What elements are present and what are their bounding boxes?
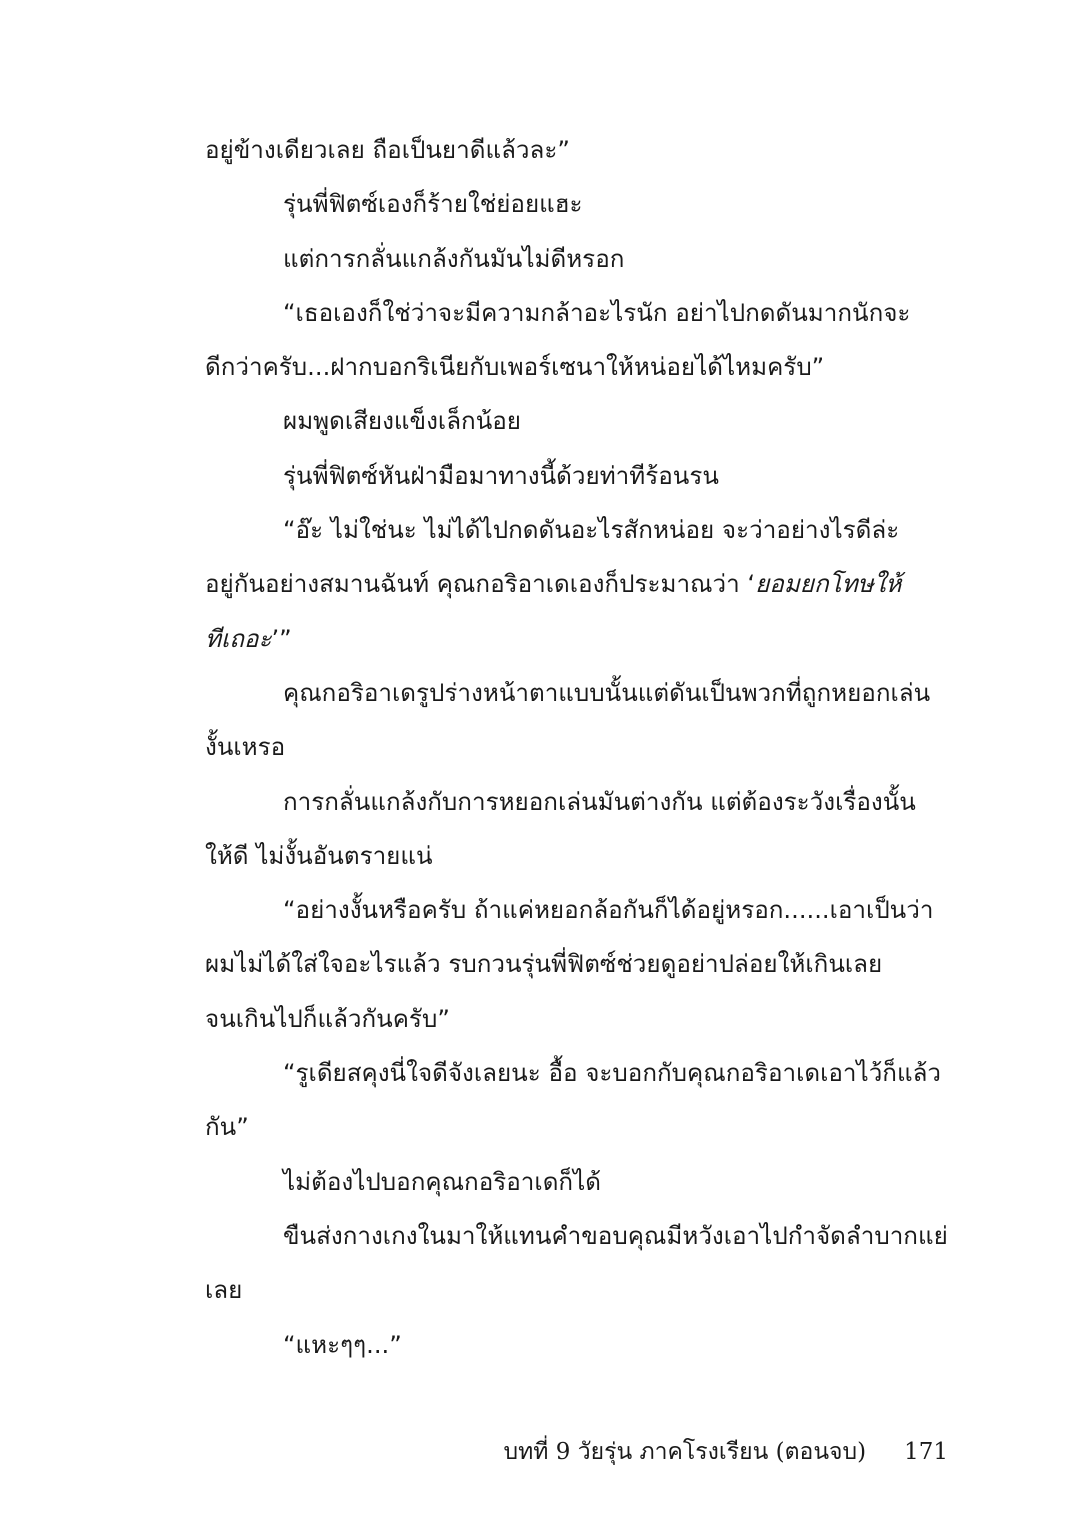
text-line: กัน” xyxy=(205,1113,249,1142)
italic-text-segment: ทีเถอะ xyxy=(205,624,272,653)
paragraph xyxy=(205,503,965,666)
text-line: “อย่างงั้นหรือครับ ถ้าแค่หยอกล้อกันก็ได้อยู่หรอก......เอาเป็นว่า xyxy=(283,896,934,925)
italic-text-segment: ยอมยกโทษให้ xyxy=(755,570,902,599)
text-line: เลย xyxy=(205,1276,243,1305)
text-segment: ’” xyxy=(271,624,292,653)
paragraph xyxy=(205,1318,965,1372)
text-line xyxy=(205,557,965,611)
paragraph xyxy=(205,883,965,1046)
text-segment: อยู่กันอย่างสมานฉันท์ คุณกอริอาเดเองก็ประมาณว่า ‘ xyxy=(205,570,756,599)
text-line: ดีกว่าครับ...ฝากบอกริเนียกับเพอร์เซนาให้หน่อยได้ไหมครับ” xyxy=(205,353,825,382)
text-line: “แหะๆๆ...” xyxy=(283,1330,402,1359)
paragraph xyxy=(205,449,965,503)
text-line: จนเกินไปก็แล้วกันครับ” xyxy=(205,1004,450,1033)
text-line: งั้นเหรอ xyxy=(205,733,286,762)
paragraph xyxy=(205,232,965,286)
text-line: ผมไม่ได้ใส่ใจอะไรแล้ว รบกวนรุ่นพี่ฟิตซ์ช่วยดูอย่าปล่อยให้เกินเลย xyxy=(205,950,883,979)
page-number: 171 xyxy=(904,1439,948,1465)
text-line: อยู่ข้างเดียวเลย ถือเป็นยาดีแล้วละ” xyxy=(205,136,570,164)
text-line: “เธอเองก็ใช่ว่าจะมีความกล้าอะไรนัก อย่าไปกดดันมากนักจะ xyxy=(283,298,911,327)
body-text xyxy=(205,123,965,1372)
text-line: “รูเดียสคุงนี่ใจดีจังเลยนะ อื้อ จะบอกกับคุณกอริอาเดเอาไว้ก็แล้ว xyxy=(283,1059,942,1088)
text-line: ให้ดี ไม่งั้นอันตรายแน่ xyxy=(205,841,433,870)
text-line: “อ๊ะ ไม่ใช่นะ ไม่ได้ไปกดดันอะไรสักหน่อย จะว่าอย่างไรดีล่ะ xyxy=(283,516,900,545)
text-line: รุ่นพี่ฟิตซ์เองก็ร้ายใช่ย่อยแฮะ xyxy=(283,190,583,219)
chapter-title: บทที่ 9 วัยรุ่น ภาคโรงเรียน (ตอนจบ) xyxy=(503,1439,867,1465)
page-footer xyxy=(504,1434,948,1470)
paragraph xyxy=(205,775,965,884)
paragraph xyxy=(205,1209,965,1318)
text-line: ผมพูดเสียงแข็งเล็กน้อย xyxy=(283,407,521,436)
paragraph xyxy=(205,1155,965,1209)
text-line xyxy=(205,612,965,666)
text-line: รุ่นพี่ฟิตซ์หันฝ่ามือมาทางนี้ด้วยท่าทีร้อนรน xyxy=(283,461,719,490)
text-line: ไม่ต้องไปบอกคุณกอริอาเดก็ได้ xyxy=(283,1167,601,1196)
paragraph xyxy=(205,177,965,231)
text-line: คุณกอริอาเดรูปร่างหน้าตาแบบนั้นแต่ดันเป็นพวกที่ถูกหยอกเล่น xyxy=(283,678,931,707)
text-line: การกลั่นแกล้งกับการหยอกเล่นมันต่างกัน แต่ต้องระวังเรื่องนั้น xyxy=(283,787,916,816)
paragraph xyxy=(205,1046,965,1155)
paragraph xyxy=(205,123,965,177)
paragraph xyxy=(205,666,965,775)
paragraph xyxy=(205,286,965,395)
text-line: แต่การกลั่นแกล้งกันมันไม่ดีหรอก xyxy=(283,244,625,273)
text-line: ขืนส่งกางเกงในมาให้แทนคำขอบคุณมีหวังเอาไปกำจัดลำบากแย่ xyxy=(283,1221,948,1250)
paragraph xyxy=(205,394,965,448)
